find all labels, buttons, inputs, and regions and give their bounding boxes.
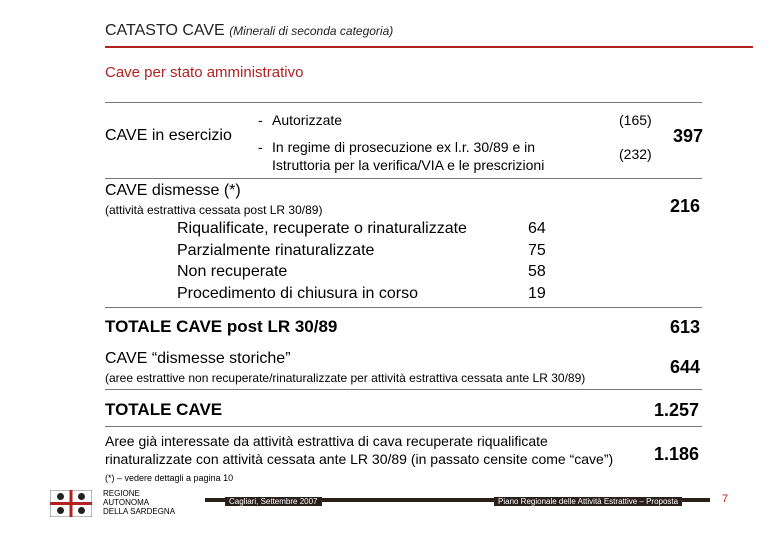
storiche-note: (aree estrattive non recuperate/rinaturalizzate per attività estrattiva cessata ante LR 30/89) [105, 371, 586, 385]
page-number: 7 [722, 493, 729, 505]
title-main: CATASTO CAVE [105, 22, 225, 39]
sardinia-coat-of-arms-logo [50, 490, 92, 517]
dismesse-row-value: 75 [528, 242, 546, 259]
table-top-rule [105, 102, 702, 103]
esercizio-bullet-2: - [258, 139, 263, 155]
aree-value: 1.186 [654, 444, 700, 464]
dismesse-row-label: Procedimento di chiusura in corso [177, 285, 419, 302]
storiche-label: CAVE “dismesse storiche” [105, 350, 291, 367]
totale-label: TOTALE CAVE [105, 400, 223, 419]
aree-line2: rinaturalizzate con attività cessata ante LR 30/89 (in passato censite come “cave”) [105, 451, 614, 467]
esercizio-total: 397 [673, 126, 704, 146]
dismesse-bottom-rule [105, 307, 702, 308]
dismesse-label: CAVE dismesse (*) [105, 182, 241, 199]
footer-place-date: Cagliari, Settembre 2007 [225, 497, 322, 506]
aree-line1: Aree già interessate da attività estrattiva di cava recuperate riqualificate [105, 433, 548, 449]
dismesse-total: 216 [670, 196, 701, 216]
esercizio-item-autorizzate: Autorizzate [272, 112, 343, 128]
esercizio-count-prosecuzione: (232) [619, 146, 652, 162]
esercizio-count-autorizzate: (165) [619, 112, 652, 128]
totale-post-label: TOTALE CAVE post LR 30/89 [105, 317, 338, 336]
dismesse-row-label: Non recuperate [177, 263, 288, 280]
dismesse-row-value: 19 [528, 285, 546, 302]
esercizio-item-prosecuzione-line1: In regime di prosecuzione ex l.r. 30/89 e in [272, 139, 536, 155]
dismesse-row-label: Riqualificate, recuperate o rinaturalizzate [177, 220, 467, 237]
totale-value: 1.257 [654, 400, 700, 420]
esercizio-item-prosecuzione-line2: Istruttoria per la verifica/VIA e le prescrizioni [272, 157, 545, 173]
title-subtitle: (Minerali di seconda categoria) [229, 24, 394, 38]
org-line: REGIONE [103, 489, 140, 498]
coat-of-arms-icon [50, 490, 92, 517]
dismesse-note: (attività estrattiva cessata post LR 30/89) [105, 203, 323, 217]
totale-post-value: 613 [670, 317, 701, 337]
totale-bottom-rule [105, 426, 702, 427]
esercizio-label: CAVE in esercizio [105, 127, 232, 144]
footnote: (*) – vedere dettagli a pagina 10 [105, 473, 234, 483]
dismesse-row-label: Parzialmente rinaturalizzate [177, 242, 375, 259]
dismesse-row-value: 58 [528, 263, 546, 280]
footer-organization [103, 489, 175, 516]
dismesse-row-value: 64 [528, 220, 546, 237]
page-title [105, 22, 393, 40]
header-divider [105, 46, 753, 48]
storiche-bottom-rule [105, 389, 702, 390]
org-line: DELLA SARDEGNA [103, 507, 176, 516]
footer-plan: Piano Regionale delle Attività Estrattive – Proposta [494, 497, 682, 506]
org-line: AUTONOMA [103, 498, 150, 507]
section-title: Cave per stato amministrativo [105, 64, 304, 81]
storiche-value: 644 [670, 357, 701, 377]
esercizio-bottom-rule [105, 178, 702, 179]
esercizio-bullet-1: - [258, 112, 263, 128]
